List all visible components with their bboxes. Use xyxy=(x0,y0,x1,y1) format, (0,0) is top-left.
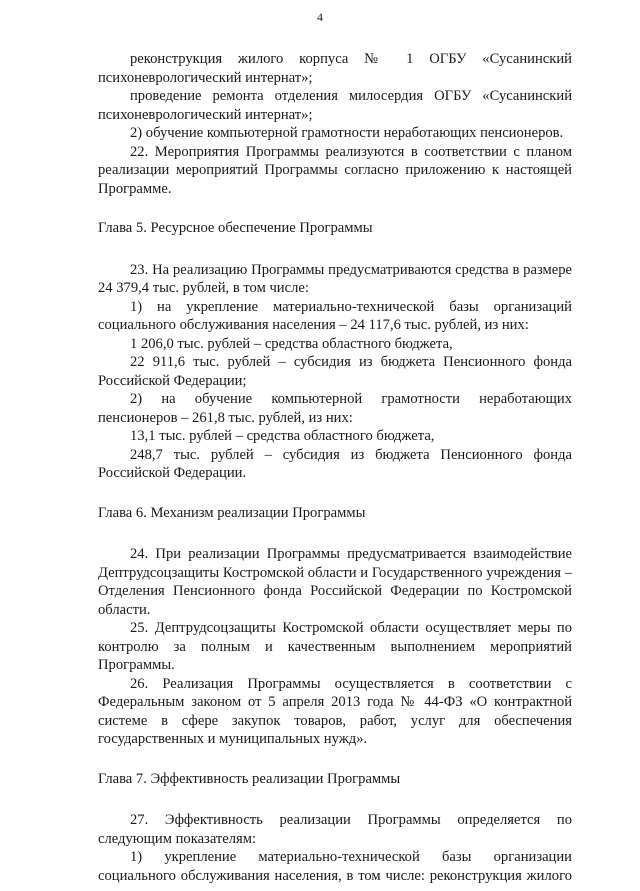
paragraph: 23. На реализацию Программы предусматриваются средства в размере 24 379,4 тыс. рублей, в том числе: xyxy=(98,261,572,296)
paragraph: 22 911,6 тыс. рублей – субсидия из бюджета Пенсионного фонда Российской Федерации; xyxy=(98,354,572,389)
paragraph: 1) укрепление материально-технической базы организации социального обслуживания населения, в том числе: реконструкция жилого xyxy=(98,849,572,884)
paragraph: 2) на обучение компьютерной грамотности неработающих пенсионеров – 261,8 тыс. рублей, из них: xyxy=(98,391,572,426)
page-number: 4 xyxy=(317,10,323,24)
paragraph: 1 206,0 тыс. рублей – средства областного бюджета, xyxy=(130,335,453,352)
paragraph: 25. Дептрудсоцзащиты Костромской области осуществляет меры по контролю за полным и качественным выполнением мероприятий Программы. xyxy=(98,620,572,673)
paragraph: 24. При реализации Программы предусматривается взаимодействие Дептрудсоцзащиты Костромской области и Государственного учреждения – Отделения Пенсионного фонда Российской Федерации по Костромской области. xyxy=(98,546,572,618)
chapter-heading: Глава 5. Ресурсное обеспечение Программы xyxy=(98,220,373,236)
chapter-heading: Глава 7. Эффективность реализации Программы xyxy=(98,770,401,787)
paragraph: 27. Эффективность реализации Программы определяется по следующим показателям: xyxy=(98,812,572,847)
paragraph: реконструкция жилого корпуса № 1 ОГБУ «Сусанинский психоневрологический интернат»; xyxy=(98,51,572,86)
paragraph: 13,1 тыс. рублей – средства областного бюджета, xyxy=(130,428,435,444)
document-body xyxy=(98,50,572,885)
paragraph: 1) на укрепление материально-технической базы организаций социального обслуживания населения – 24 117,6 тыс. рублей, из них: xyxy=(98,298,572,333)
paragraph: 2) обучение компьютерной грамотности неработающих пенсионеров. xyxy=(130,125,564,141)
paragraph: проведение ремонта отделения милосердия ОГБУ «Сусанинский психоневрологический интернат»; xyxy=(98,88,572,123)
paragraph: 248,7 тыс. рублей – субсидия из бюджета Пенсионного фонда Российской Федерации. xyxy=(98,446,572,481)
paragraph: 26. Реализация Программы осуществляется в соответствии с Федеральным законом от 5 апреля 2013 года № 44-ФЗ «О контрактной системе в сфере закупок товаров, работ, услуг для обеспечения государственных и муниципальных нужд». xyxy=(98,675,572,747)
chapter-heading: Глава 6. Механизм реализации Программы xyxy=(98,504,366,521)
paragraph: 22. Мероприятия Программы реализуются в соответствии с планом реализации мероприятий Программы согласно приложению к настоящей Программе. xyxy=(98,143,572,197)
